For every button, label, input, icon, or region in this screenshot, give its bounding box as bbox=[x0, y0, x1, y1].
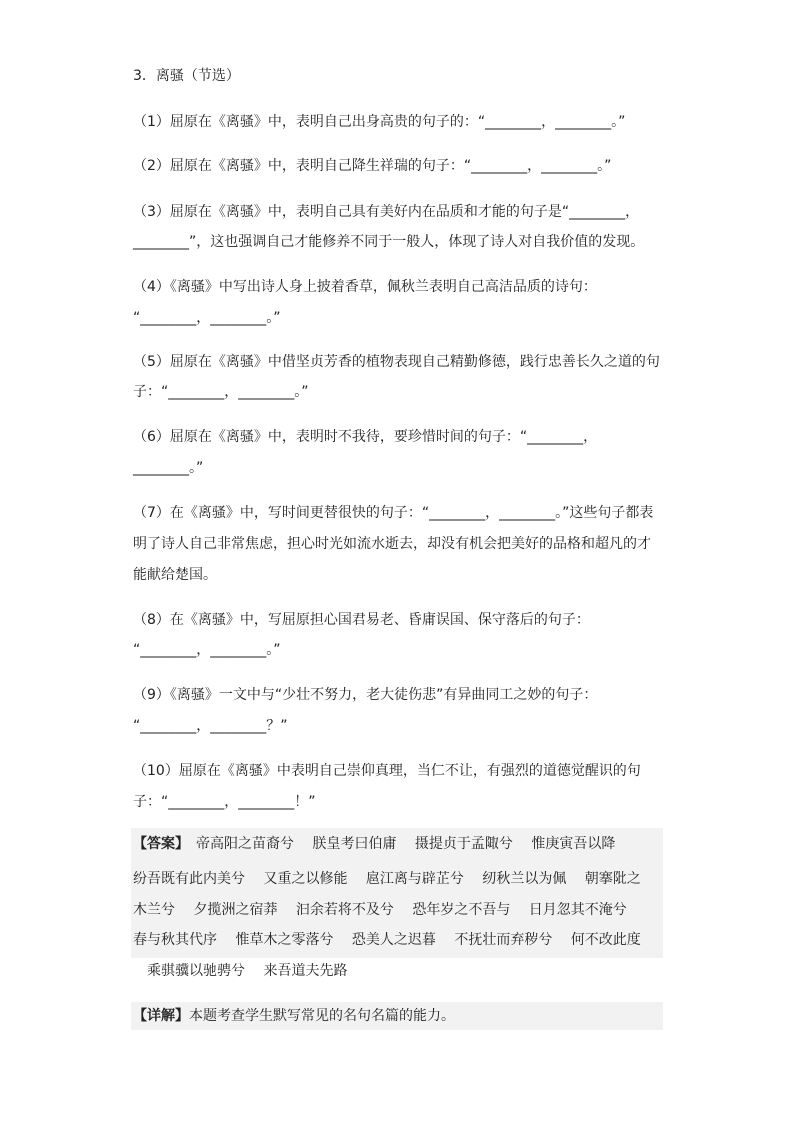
question-9-line-1: （9）《离骚》一文中与“少壮不努力，老大徒伤悲”有异曲同工之妙的句子： bbox=[133, 687, 598, 703]
question-6-line-1: （6）屈原在《离骚》中，表明时不我待，要珍惜时间的句子：“________， bbox=[133, 429, 598, 445]
detail-text: 本题考查学生默写常见的名句名篇的能力。 bbox=[189, 1008, 455, 1024]
question-7-line-1: （7）在《离骚》中，写时间更替很快的句子：“________，________。”这些句子都表 bbox=[133, 505, 654, 521]
question-5-line-1: （5）屈原在《离骚》中借坚贞芳香的植物表现自己精勤修德，践行忠善长久之道的句 bbox=[133, 354, 660, 370]
answer-line-2: 纷吾既有此内美兮 又重之以修能 扈江离与辟芷兮 纫秋兰以为佩 朝搴阰之 bbox=[133, 871, 641, 887]
answer-label: 【答案】 bbox=[133, 836, 182, 852]
question-9-line-2: “________，________？” bbox=[133, 718, 288, 734]
question-4-line-1: （4）《离骚》中写出诗人身上披着香草，佩秋兰表明自己高洁品质的诗句： bbox=[133, 279, 597, 295]
answer-line-5: 乘骐骥以驰骋兮 来吾道夫先路 bbox=[133, 963, 348, 979]
question-1: （1）屈原在《离骚》中，表明自己出身高贵的句子的：“________，________。” bbox=[133, 114, 626, 130]
answer-line-1 bbox=[133, 834, 615, 854]
question-7-line-3: 能献给楚国。 bbox=[133, 567, 217, 583]
detail-line bbox=[133, 1006, 455, 1026]
answer-line-3: 木兰兮 夕揽洲之宿莽 汩余若将不及兮 恐年岁之不吾与 日月忽其不淹兮 bbox=[133, 902, 627, 918]
question-7-line-2: 明了诗人自己非常焦虑，担心时光如流水逝去，却没有机会把美好的品格和超凡的才 bbox=[133, 536, 651, 552]
question-10-line-2: 子：“________，________！” bbox=[133, 794, 316, 810]
section-heading: 3．离骚（节选） bbox=[133, 68, 240, 84]
answer-text-1: 帝高阳之苗裔兮 朕皇考曰伯庸 摄提贞于孟陬兮 惟庚寅吾以降 bbox=[182, 836, 616, 852]
question-3-line-2: ________”，这也强调自己才能修养不同于一般人，体现了诗人对自我价值的发现。 bbox=[133, 234, 645, 250]
answer-line-4: 春与秋其代序 惟草木之零落兮 恐美人之迟暮 不抚壮而弃秽兮 何不改此度 bbox=[133, 932, 641, 948]
detail-label: 【详解】 bbox=[133, 1008, 189, 1024]
question-8-line-2: “________，________。” bbox=[133, 642, 281, 658]
question-10-line-1: （10）屈原在《离骚》中表明自己崇仰真理，当仁不让，有强烈的道德觉醒识的句 bbox=[133, 763, 641, 779]
question-2: （2）屈原在《离骚》中，表明自己降生祥瑞的句子：“________，________。” bbox=[133, 158, 612, 174]
question-3-line-1: （3）屈原在《离骚》中，表明自己具有美好内在品质和才能的句子是“________， bbox=[133, 204, 640, 220]
question-4-line-2: “________，________。” bbox=[133, 310, 281, 326]
question-6-line-2: ________。” bbox=[133, 460, 204, 476]
question-5-line-2: 子：“________，________。” bbox=[133, 384, 309, 400]
question-8-line-1: （8）在《离骚》中，写屈原担心国君易老、昏庸误国、保守落后的句子： bbox=[133, 612, 590, 628]
